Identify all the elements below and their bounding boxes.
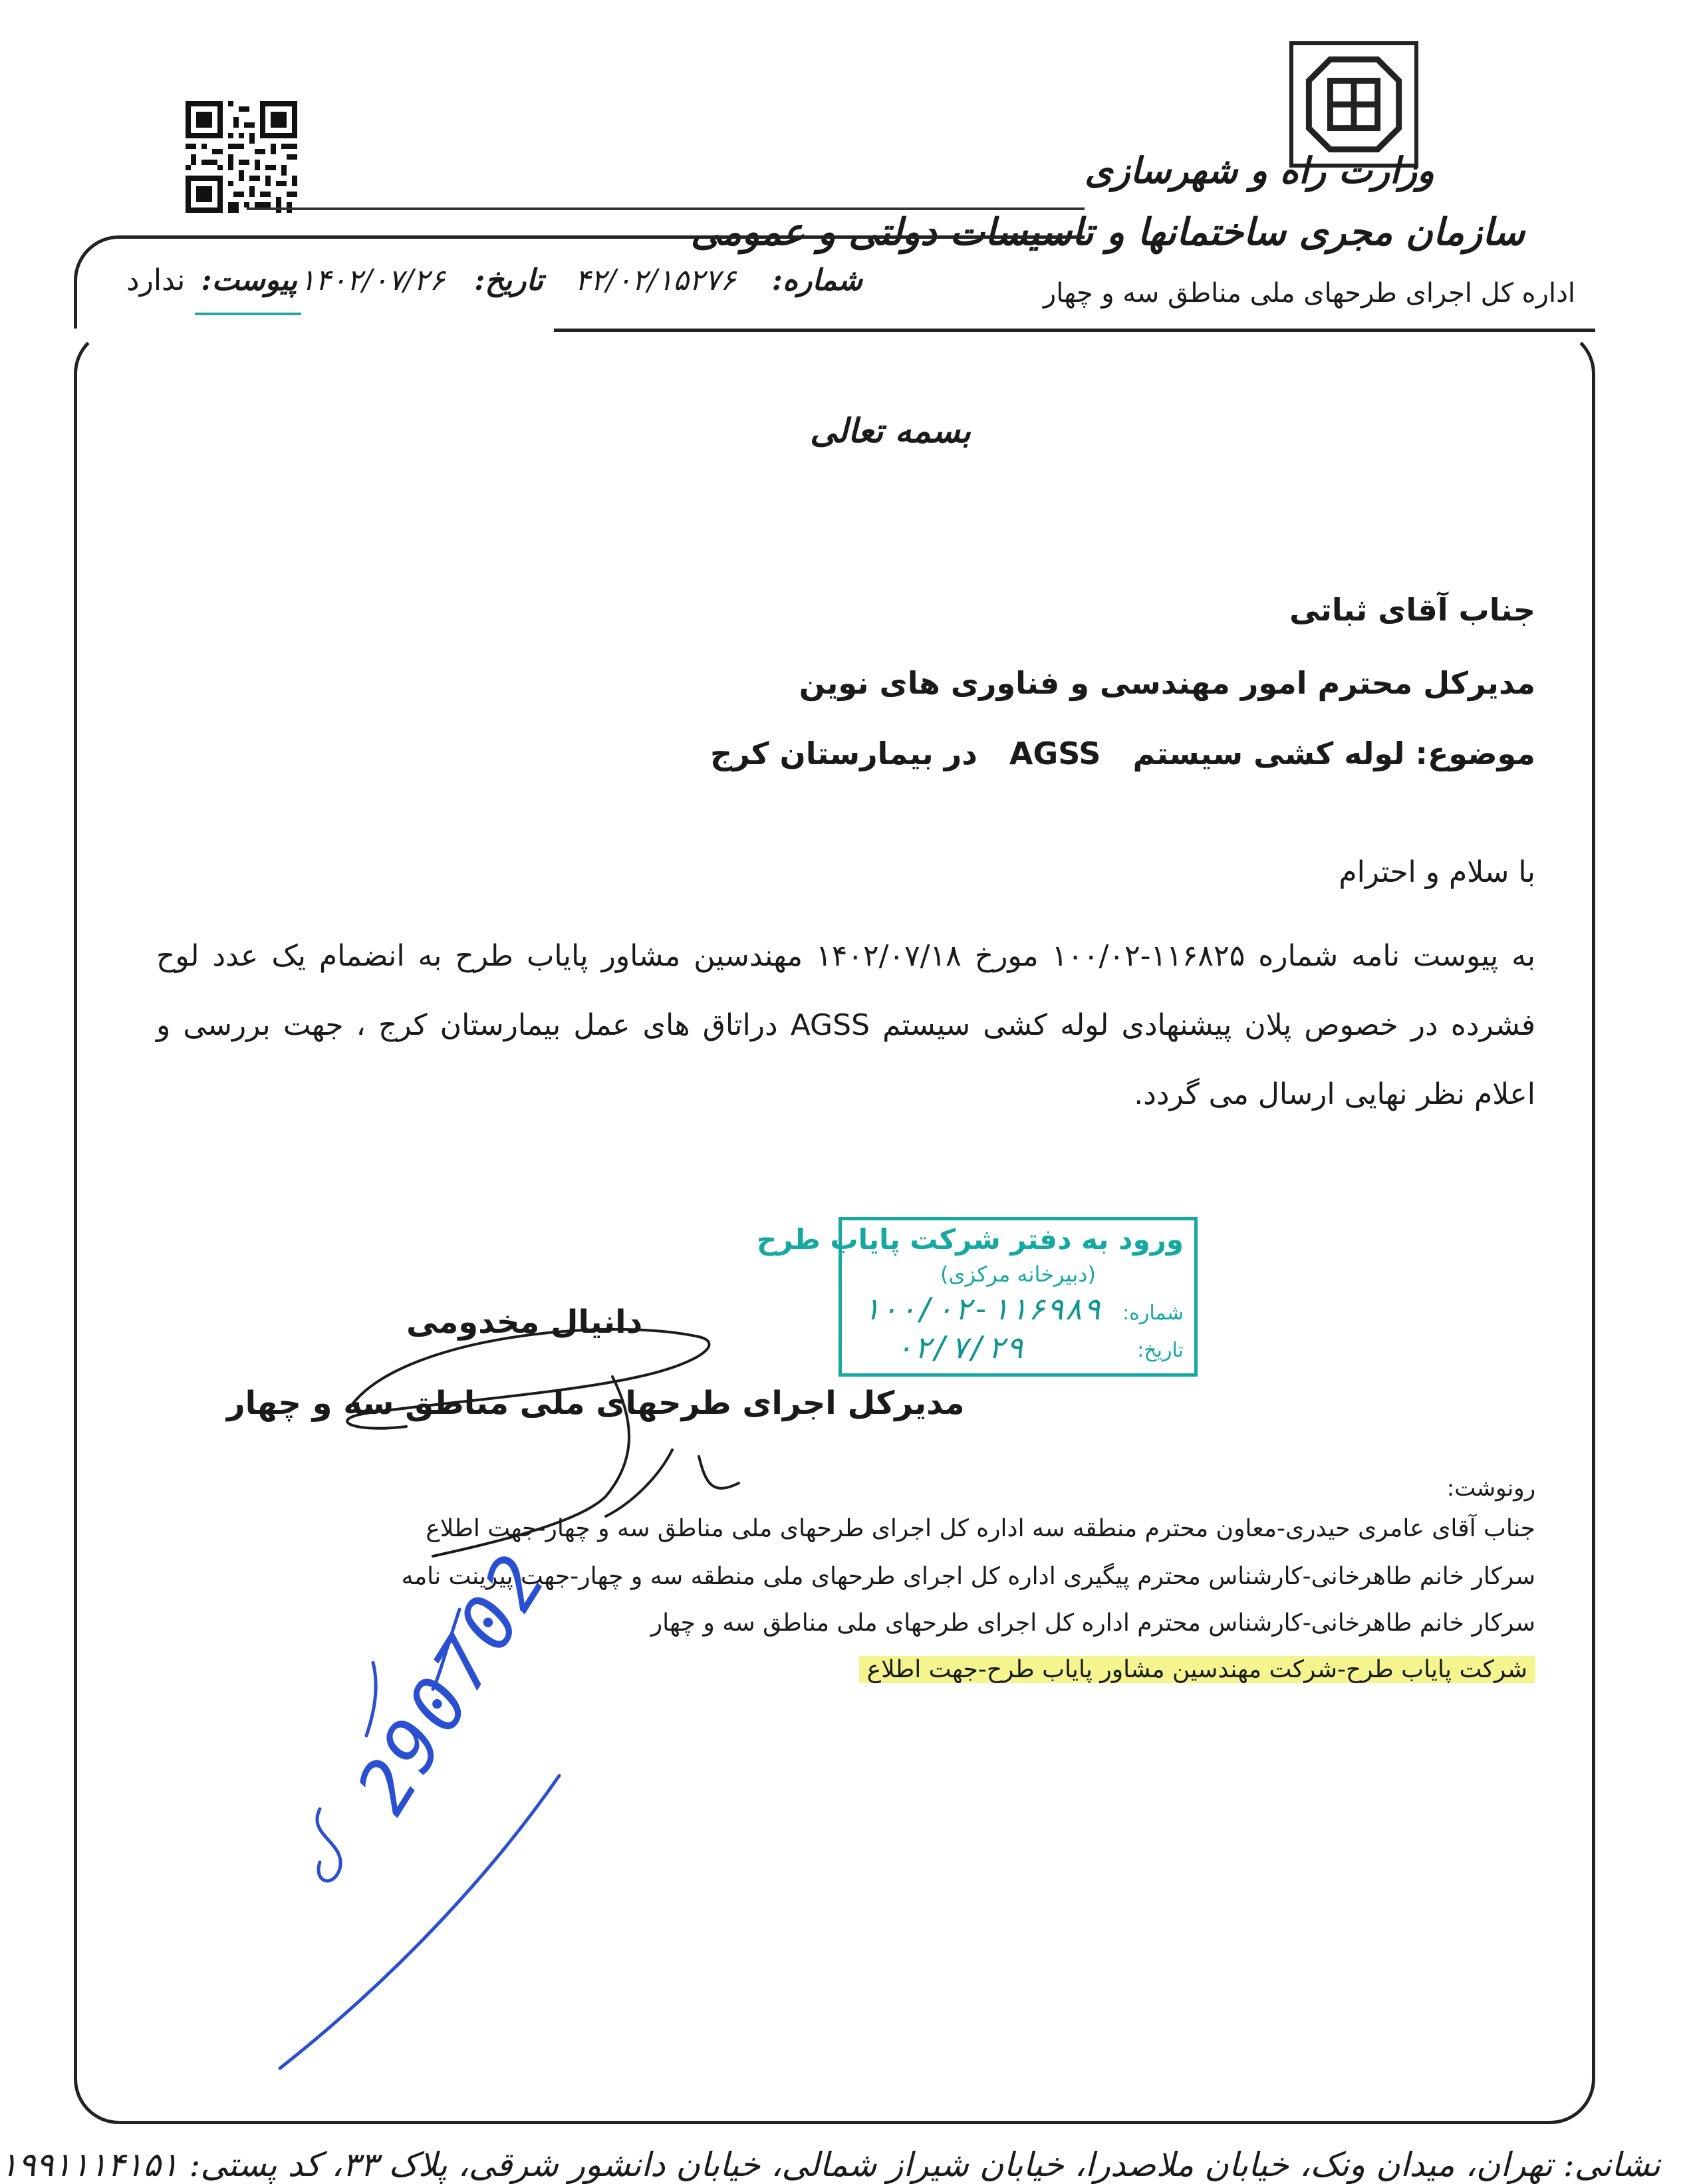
recipient-title: مدیرکل محترم امور مهندسی و فناوری های نوین	[799, 665, 1535, 701]
cc-item: سرکار خانم طاهرخانی-کارشناس محترم پیگیری اداره کل اجرای طرحهای ملی منطقه سه و چهار-جهت پیرینت نامه	[401, 1563, 1535, 1590]
number-value: ۴۲/۰۲/۱۵۲۷۶	[575, 263, 736, 297]
qr-code-icon	[186, 101, 297, 213]
cc-item-text: شرکت پایاب طرح-شرکت مهندسین مشاور پایاب طرح-جهت اطلاع	[859, 1656, 1535, 1683]
letter-subject: موضوع: لوله کشی سیستم AGSS در بیمارستان کرج	[710, 736, 1535, 771]
ministry-name: وزارت راه و شهرسازی	[1085, 149, 1434, 192]
stamp-number-value: ۱۰۰/۰۲-۱۱۶۹۸۹	[862, 1291, 1102, 1327]
signatory-title: مدیرکل اجرای طرحهای ملی مناطق سه و چهار	[227, 1385, 965, 1422]
body-paragraph: به پیوست نامه شماره ۱۱۶۸۲۵-۱۰۰/۰۲ مورخ ۱۴۰۲/۰۷/۱۸ مهندسین مشاور پایاب طرح به انضمام یک عدد لوح فشرده در خصوص پلان پیشنهادی لوله کشی سیستم AGSS دراتاق های عمل بیمارستان کرج ، جهت بررسی و اعلام نظر نهایی ارسال می گردد.	[156, 939, 1536, 1111]
stamp-number-label: شماره:	[1122, 1301, 1184, 1325]
stamp-subtitle: (دبیرخانه مرکزی)	[940, 1262, 1096, 1287]
handwritten-note: 290702	[340, 1538, 565, 1828]
frame-top	[554, 329, 1595, 332]
frame-top-left	[74, 235, 1085, 329]
date-value: ۱۴۰۲/۰۷/۲۶	[299, 263, 446, 297]
cc-heading: رونوشت:	[1446, 1475, 1535, 1502]
greeting: با سلام و احترام	[1339, 855, 1535, 889]
emblem-icon	[1293, 45, 1414, 164]
stamp-date-label: تاریخ:	[1137, 1339, 1184, 1362]
stamp-title: ورود به دفتر شرکت پایاب طرح	[756, 1223, 1184, 1256]
attachment-label: پیوست:	[201, 263, 297, 297]
handwritten-scribble	[260, 1609, 579, 2075]
stamp-date-value: ۰۲/۷/۲۹	[895, 1329, 1024, 1365]
number-label: شماره:	[771, 263, 862, 297]
cc-item: جناب آقای عامری حیدری-معاون محترم منطقه سه اداره کل اجرای طرحهای ملی مناطق سه و چهار-جهت اطلاع	[426, 1515, 1535, 1542]
recipient-name: جناب آقای ثباتی	[1289, 592, 1535, 628]
date-label: تاریخ:	[474, 263, 543, 297]
attachment-value: ندارد	[126, 263, 186, 297]
footer-address: نشانی: تهران، میدان ونک، خیابان ملاصدرا، خیابان شیراز شمالی، خیابان دانشور شرقی، پلاک ۳۳، کد پستی: ۱۹۹۱۱۱۴۱۵۱	[0, 2145, 1660, 2184]
receipt-stamp	[756, 1217, 1198, 1377]
office-name: اداره کل اجرای طرحهای ملی مناطق سه و چهار	[1043, 278, 1575, 309]
cc-item-highlighted	[859, 1656, 1535, 1683]
organization-name: سازمان مجری ساختمانها و تاسیسات دولتی و عمومی	[690, 210, 1525, 254]
cc-item: سرکار خانم طاهرخانی-کارشناس محترم اداره کل اجرای طرحهای ملی مناطق سه و چهار	[650, 1609, 1535, 1637]
signatory-name: دانیال مخدومی	[406, 1303, 643, 1341]
header-divider	[247, 207, 1085, 210]
basmala: بسمه تعالی	[810, 411, 971, 450]
